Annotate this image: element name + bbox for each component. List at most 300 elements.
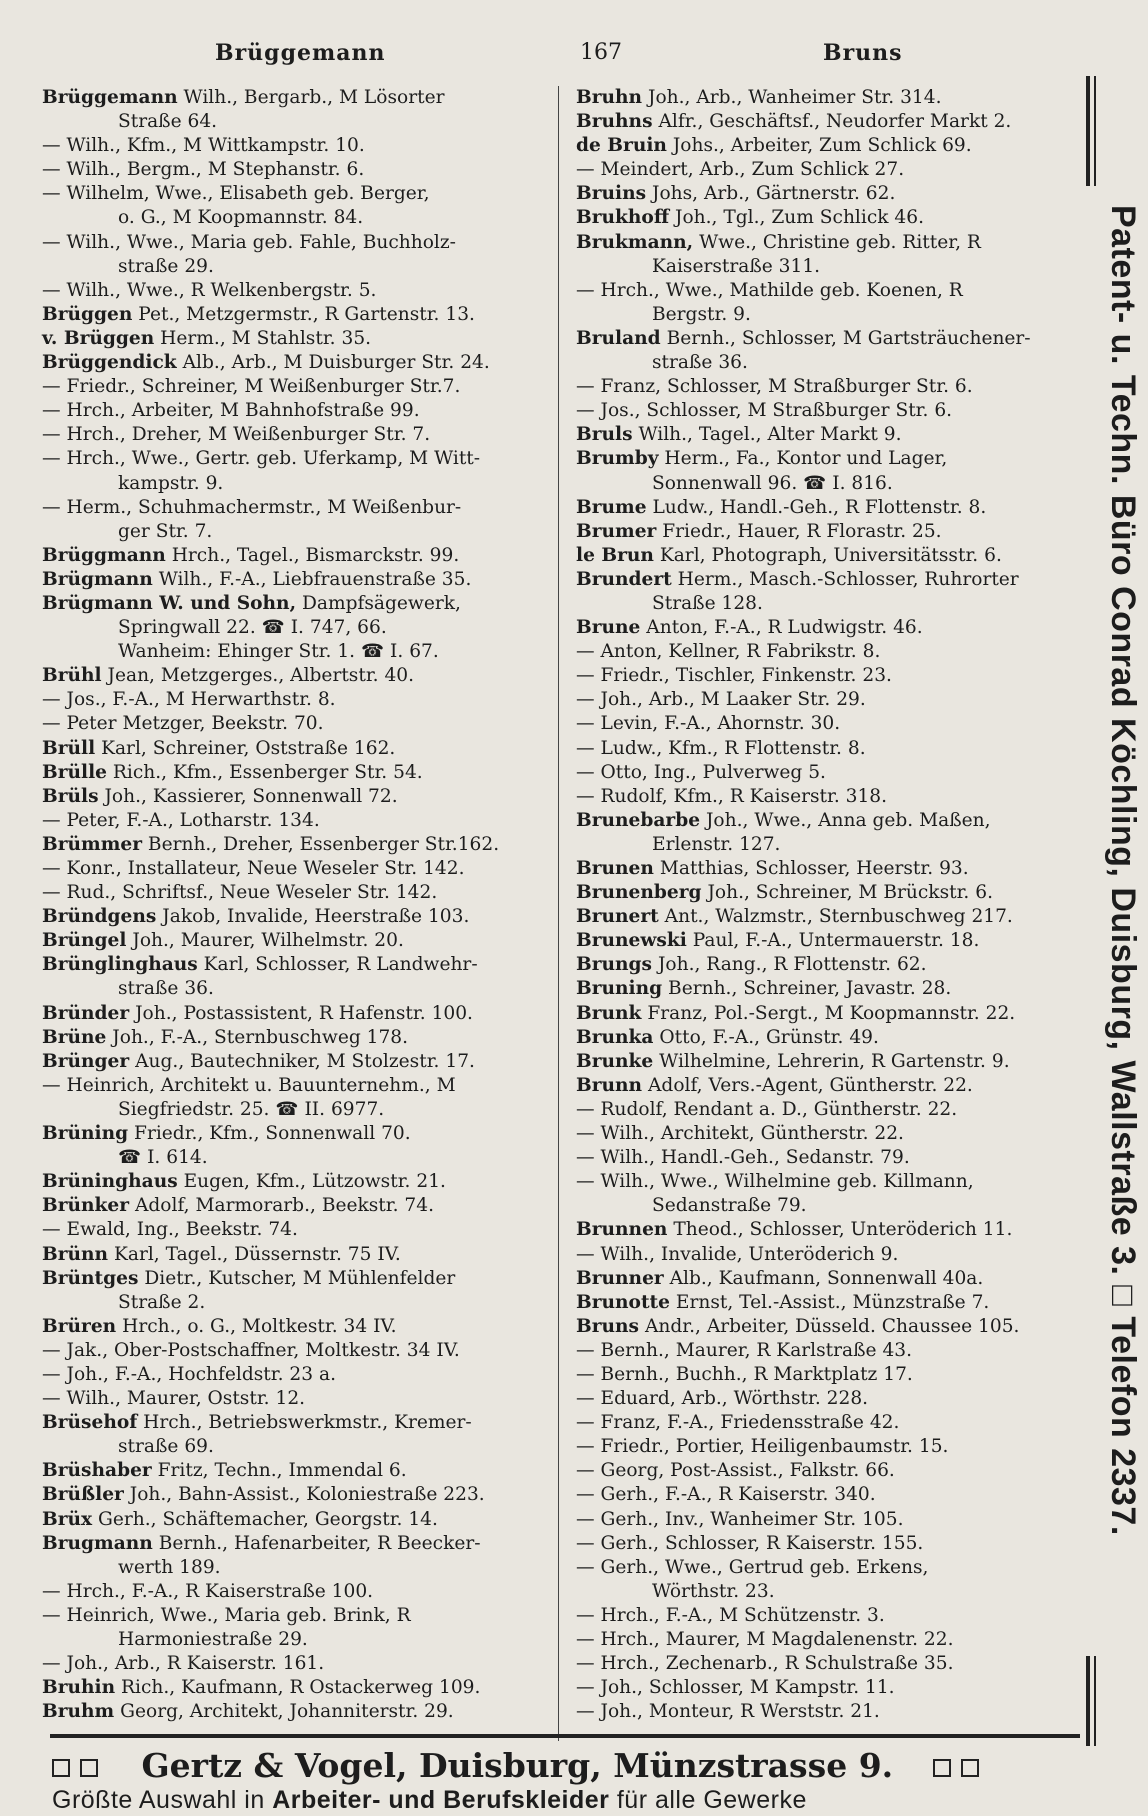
entry-text: — Ludw., Kfm., R Flottenstr. 8.: [576, 737, 866, 759]
footer-ad-line2: [52, 1786, 1092, 1815]
entry-continuation: Siegfriedstr. 25. ☎ II. 6977.: [118, 1098, 385, 1120]
side-rule-top-thin: [1094, 76, 1096, 186]
entry-surname: Bründer: [42, 1002, 130, 1024]
entry-text: Dampfsägewerk,: [296, 592, 461, 614]
entry-text: — Hrch., Arbeiter, M Bahnhofstraße 99.: [42, 400, 420, 422]
entry-text: Friedr., Kfm., Sonnenwall 70.: [128, 1123, 411, 1145]
directory-entry: [576, 327, 1076, 375]
directory-entry: [42, 664, 555, 688]
entry-text: Karl, Schreiner, Oststraße 162.: [95, 737, 396, 759]
directory-entry: [42, 1315, 555, 1339]
left-column: [42, 86, 555, 1724]
entry-text: — Hrch., Dreher, M Weißenburger Str. 7.: [42, 424, 431, 446]
entry-text: Herm., Masch.-Schlosser, Ruhrorter: [671, 568, 1019, 590]
entry-surname: Brüggmann: [42, 544, 166, 566]
directory-entry: [576, 1339, 1076, 1363]
directory-entry: [576, 1002, 1076, 1026]
entry-text: — Otto, Ing., Pulverweg 5.: [576, 761, 826, 783]
entry-text: — Wilh., Wwe., Maria geb. Fahle, Buchholz-: [42, 231, 456, 253]
entry-text: Joh., Wwe., Anna geb. Maßen,: [700, 809, 991, 831]
directory-entry: [42, 158, 555, 182]
directory-entry: [576, 664, 1076, 688]
entry-continuation: Sedanstraße 79.: [652, 1195, 807, 1217]
entry-text: — Bernh., Maurer, R Karlstraße 43.: [576, 1339, 913, 1361]
directory-entry: [42, 1676, 555, 1700]
directory-entry: [42, 447, 555, 495]
entry-text: Joh., Maurer, Wilhelmstr. 20.: [126, 930, 404, 952]
entry-surname: Brungs: [576, 954, 653, 976]
entry-text: — Gerh., Inv., Wanheimer Str. 105.: [576, 1508, 904, 1530]
directory-entry: [42, 1339, 555, 1363]
directory-entry: [576, 616, 1076, 640]
entry-surname: Brunnen: [576, 1219, 668, 1241]
entry-text: — Bernh., Buchh., R Marktplatz 17.: [576, 1363, 913, 1385]
entry-text: — Jos., F.-A., M Herwarthstr. 8.: [42, 689, 336, 711]
directory-entry: [42, 688, 555, 712]
entry-text: Rich., Kfm., Essenberger Str. 54.: [107, 761, 423, 783]
entry-continuation: Straße 64.: [118, 111, 218, 133]
directory-entry: [42, 568, 555, 592]
entry-text: — Hrch., F.-A., M Schützenstr. 3.: [576, 1604, 885, 1626]
entry-text: — Joh., Arb., R Kaiserstr. 161.: [42, 1653, 325, 1675]
directory-entry: [576, 279, 1076, 327]
directory-entry: [576, 1050, 1076, 1074]
entry-text: — Gerh., F.-A., R Kaiserstr. 340.: [576, 1484, 876, 1506]
directory-entry: [42, 1700, 555, 1724]
directory-entry: [42, 1243, 555, 1267]
entry-text: — Hrch., Zechenarb., R Schulstraße 35.: [576, 1653, 954, 1675]
entry-surname: Brüx: [42, 1508, 93, 1530]
entry-surname: Brunenberg: [576, 882, 702, 904]
directory-entry: [42, 86, 555, 134]
directory-entry: [576, 953, 1076, 977]
directory-entry: [576, 1098, 1076, 1122]
directory-entry: [576, 182, 1076, 206]
header-left-keyword: Brüggemann: [215, 40, 386, 66]
directory-entry: [576, 1532, 1076, 1556]
entry-text: Dietr., Kutscher, M Mühlenfelder: [138, 1267, 456, 1289]
entry-surname: Brukmann,: [576, 231, 694, 253]
footer-ad-text-b: Arbeiter- und Berufskleider: [272, 1786, 610, 1814]
directory-entry: [42, 1170, 555, 1194]
directory-entry: [576, 1387, 1076, 1411]
directory-entry: [576, 375, 1076, 399]
directory-entry: [42, 1026, 555, 1050]
entry-text: Johs, Arb., Gärtnerstr. 62.: [646, 183, 896, 205]
entry-surname: Brüsehof: [42, 1412, 138, 1434]
entry-continuation: straße 29.: [118, 255, 214, 277]
entry-surname: Bruns: [576, 1315, 640, 1337]
directory-entry: [576, 1218, 1076, 1242]
entry-text: — Jak., Ober-Postschaffner, Moltkestr. 34 IV.: [42, 1339, 460, 1361]
directory-entry: [576, 1363, 1076, 1387]
directory-entry: [42, 640, 555, 664]
entry-text: Joh., Rang., R Flottenstr. 62.: [652, 954, 927, 976]
footer-ad-line1: [52, 1746, 1082, 1786]
directory-entry: [42, 279, 555, 303]
entry-continuation: straße 69.: [118, 1436, 214, 1458]
entry-text: — Wilh., Architekt, Güntherstr. 22.: [576, 1123, 904, 1145]
entry-surname: Brunke: [576, 1050, 654, 1072]
directory-entry: [576, 1556, 1076, 1604]
entry-text: Alb., Arb., M Duisburger Str. 24.: [176, 352, 490, 374]
directory-entry: [42, 1267, 555, 1315]
entry-surname: Brunner: [576, 1267, 664, 1289]
entry-surname: Brümmer: [42, 833, 143, 855]
entry-text: Hrch., Tagel., Bismarckstr. 99.: [165, 544, 460, 566]
directory-entry: [42, 1604, 555, 1652]
entry-text: — Rud., Schriftsf., Neue Weseler Str. 142.: [42, 882, 438, 904]
entry-continuation: Kaiserstraße 311.: [652, 255, 821, 277]
entry-surname: Bruhns: [576, 111, 653, 133]
entry-text: Georg, Architekt, Johanniterstr. 29.: [114, 1701, 454, 1723]
entry-surname: Brunk: [576, 1002, 642, 1024]
directory-entry: [576, 785, 1076, 809]
entry-text: — Wilh., Bergm., M Stephanstr. 6.: [42, 159, 365, 181]
directory-entry: [576, 712, 1076, 736]
entry-text: Rich., Kaufmann, R Ostackerweg 109.: [115, 1677, 481, 1699]
entry-continuation: Erlenstr. 127.: [652, 833, 781, 855]
entry-text: — Levin, F.-A., Ahornstr. 30.: [576, 713, 841, 735]
entry-surname: le Brun: [576, 544, 654, 566]
entry-surname: Brünker: [42, 1195, 130, 1217]
entry-text: — Joh., Monteur, R Werststr. 21.: [576, 1701, 880, 1723]
directory-entry: [576, 1483, 1076, 1507]
entry-text: Joh., Kassierer, Sonnenwall 72.: [98, 785, 398, 807]
entry-text: Hrch., Betriebswerkmstr., Kremer-: [137, 1412, 472, 1434]
directory-entry: [42, 1580, 555, 1604]
entry-text: Otto, F.-A., Grünstr. 49.: [653, 1026, 879, 1048]
directory-entry: [42, 833, 555, 857]
entry-text: Jean, Metzgerges., Albertstr. 40.: [101, 665, 415, 687]
entry-text: Franz, Pol.-Sergt., M Koopmannstr. 22.: [641, 1002, 1016, 1024]
entry-text: Alfr., Geschäftsf., Neudorfer Markt 2.: [652, 111, 1012, 133]
directory-entry: [42, 1532, 555, 1580]
entry-text: Wilh., Bergarb., M Lösorter: [177, 87, 445, 108]
entry-text: — Gerh., Schlosser, R Kaiserstr. 155.: [576, 1532, 924, 1554]
directory-entry: [576, 1122, 1076, 1146]
entry-text: — Ewald, Ing., Beekstr. 74.: [42, 1219, 298, 1241]
footer-ad-text-a: Größte Auswahl in: [52, 1786, 273, 1814]
directory-entry: [576, 688, 1076, 712]
directory-entry: [576, 1628, 1076, 1652]
entry-text: Bernh., Schreiner, Javastr. 28.: [662, 978, 952, 1000]
square-icon: [933, 1759, 951, 1777]
entry-text: — Wilh., Handl.-Geh., Sedanstr. 79.: [576, 1147, 910, 1169]
entry-text: Andr., Arbeiter, Düsseld. Chaussee 105.: [639, 1315, 1020, 1337]
directory-entry: [42, 809, 555, 833]
directory-entry: [42, 905, 555, 929]
entry-text: Joh., Tgl., Zum Schlick 46.: [669, 207, 924, 229]
entry-surname: Brüshaber: [42, 1460, 152, 1482]
entry-text: — Rudolf, Rendant a. D., Güntherstr. 22.: [576, 1098, 958, 1120]
entry-text: Johs., Arbeiter, Zum Schlick 69.: [666, 135, 972, 157]
entry-surname: Brünglinghaus: [42, 954, 198, 976]
entry-text: Wilh., Tagel., Alter Markt 9.: [632, 424, 902, 446]
side-ad-text: Patent- u. Techn. Büro Conrad Köchling, Duisburg, Wallstraße 3. □ Telefon 2337.: [1104, 205, 1142, 1536]
entry-surname: Bruls: [576, 424, 633, 446]
entry-surname: Brüninghaus: [42, 1171, 178, 1193]
directory-entry: [576, 1146, 1076, 1170]
directory-entry: [576, 1074, 1076, 1098]
entry-surname: Brume: [576, 496, 647, 518]
entry-continuation: straße 36.: [118, 978, 214, 1000]
directory-entry: [576, 881, 1076, 905]
entry-text: — Franz, F.-A., Friedensstraße 42.: [576, 1412, 900, 1434]
directory-entry: [576, 1508, 1076, 1532]
right-column: [576, 86, 1076, 1724]
entry-text: Karl, Schlosser, R Landwehr-: [197, 954, 478, 976]
entry-surname: Brünn: [42, 1243, 109, 1265]
directory-entry: [576, 1291, 1076, 1315]
entry-surname: Brüngel: [42, 930, 127, 952]
entry-text: Gerh., Schäftemacher, Georgstr. 14.: [92, 1508, 438, 1530]
entry-text: Wilhelmine, Lehrerin, R Gartenstr. 9.: [653, 1050, 1010, 1072]
entry-text: — Wilh., Kfm., M Wittkampstr. 10.: [42, 135, 365, 157]
directory-entry: [576, 761, 1076, 785]
entry-text: — Joh., F.-A., Hochfeldstr. 23 a.: [42, 1363, 336, 1385]
directory-entry: [42, 929, 555, 953]
directory-entry: [42, 544, 555, 568]
entry-surname: Brüls: [42, 785, 99, 807]
entry-text: Joh., Bahn-Assist., Koloniestraße 223.: [123, 1484, 485, 1506]
footer-rule: [50, 1734, 1080, 1738]
entry-text: — Eduard, Arb., Wörthstr. 228.: [576, 1388, 869, 1410]
entry-text: — Anton, Kellner, R Fabrikstr. 8.: [576, 641, 881, 663]
entry-surname: Brunen: [576, 858, 654, 879]
directory-entry: [42, 712, 555, 736]
directory-entry: [42, 182, 555, 230]
directory-entry: [42, 327, 555, 351]
entry-text: Karl, Tagel., Düssernstr. 75 IV.: [108, 1243, 401, 1265]
entry-surname: Brügmann W. und Sohn,: [42, 592, 297, 614]
entry-surname: Brunotte: [576, 1291, 670, 1313]
directory-entry: [42, 953, 555, 1001]
directory-entry: [42, 231, 555, 279]
entry-continuation: o. G., M Koopmannstr. 84.: [118, 207, 364, 229]
entry-text: Adolf, Marmorarb., Beekstr. 74.: [129, 1195, 435, 1217]
entry-text: Alb., Kaufmann, Sonnenwall 40a.: [663, 1267, 984, 1289]
directory-entry: [42, 375, 555, 399]
entry-surname: Brüntges: [42, 1267, 139, 1289]
entry-surname: Brüning: [42, 1123, 129, 1145]
entry-surname: Brumer: [576, 520, 657, 542]
entry-continuation: Bergstr. 9.: [652, 303, 751, 325]
entry-surname: Bruhin: [42, 1677, 116, 1699]
entry-text: — Heinrich, Architekt u. Bauunternehm., M: [42, 1074, 456, 1096]
entry-text: — Joh., Arb., M Laaker Str. 29.: [576, 689, 866, 711]
entry-text: Wwe., Christine geb. Ritter, R: [693, 231, 981, 253]
entry-surname: Bründgens: [42, 906, 157, 928]
directory-entry: [576, 158, 1076, 182]
directory-entry: [576, 231, 1076, 279]
directory-entry: [42, 1387, 555, 1411]
entry-surname: Brunka: [576, 1026, 654, 1048]
entry-continuation: Straße 2.: [118, 1291, 206, 1313]
side-rule-bottom-thin: [1094, 1656, 1096, 1746]
entry-text: — Wilh., Maurer, Oststr. 12.: [42, 1388, 306, 1410]
entry-text: Herm., M Stahlstr. 35.: [154, 327, 372, 349]
entry-surname: Brumby: [576, 448, 659, 470]
directory-entry: [576, 929, 1076, 953]
page-header: [40, 40, 1050, 74]
directory-entry: [576, 905, 1076, 929]
entry-text: Joh., Schreiner, M Brückstr. 6.: [701, 882, 993, 904]
side-rule-top: [1086, 76, 1090, 186]
entry-continuation: Springwall 22. ☎ I. 747, 66.: [118, 617, 387, 639]
directory-entry: [576, 1170, 1076, 1218]
entry-text: — Gerh., Wwe., Gertrud geb. Erkens,: [576, 1556, 929, 1578]
entry-text: Bernh., Schlosser, M Gartsträuchener-: [660, 327, 1031, 349]
directory-entry: [42, 1483, 555, 1507]
entry-surname: Brüren: [42, 1315, 117, 1337]
entry-text: — Peter, F.-A., Lotharstr. 134.: [42, 809, 320, 831]
directory-entry: [42, 423, 555, 447]
entry-text: Bernh., Dreher, Essenberger Str.162.: [142, 833, 500, 855]
entry-continuation: ☎ I. 614.: [118, 1147, 208, 1169]
entry-text: — Hrch., Wwe., Gertr. geb. Uferkamp, M Witt-: [42, 448, 481, 470]
entry-surname: Brügmann: [42, 568, 153, 590]
header-right-keyword: Bruns: [823, 40, 903, 66]
directory-entry: [42, 857, 555, 881]
entry-surname: Brülle: [42, 761, 107, 783]
directory-entry: [42, 1074, 555, 1122]
entry-text: Pet., Metzgermstr., R Gartenstr. 13.: [132, 303, 475, 325]
directory-entry: [42, 1218, 555, 1242]
directory-entry: [42, 1050, 555, 1074]
directory-entry: [42, 303, 555, 327]
entry-text: Eugen, Kfm., Lützowstr. 21.: [177, 1171, 446, 1193]
directory-entry: [576, 423, 1076, 447]
square-icon: [52, 1759, 70, 1777]
directory-entry: [42, 1652, 555, 1676]
directory-entry: [576, 1435, 1076, 1459]
entry-text: Wanheim: Ehinger Str. 1. ☎ I. 67.: [118, 641, 439, 663]
entry-text: Joh., F.-A., Sternbuschweg 178.: [106, 1026, 409, 1048]
directory-entry: [576, 737, 1076, 761]
footer-ad-company: Gertz & Vogel, Duisburg, Münzstrasse 9.: [141, 1746, 894, 1785]
entry-text: Friedr., Hauer, R Florastr. 25.: [656, 520, 942, 542]
entry-surname: Bruhm: [42, 1701, 115, 1723]
entry-text: — Wilhelm, Wwe., Elisabeth geb. Berger,: [42, 183, 430, 205]
directory-entry: [576, 857, 1076, 881]
entry-text: — Wilh., Wwe., Wilhelmine geb. Killmann,: [576, 1171, 974, 1193]
entry-text: Hrch., o. G., Moltkestr. 34 IV.: [116, 1315, 397, 1337]
entry-surname: Brunewski: [576, 930, 687, 952]
directory-entry: [576, 544, 1076, 568]
page-number: 167: [580, 40, 622, 65]
entry-text: Adolf, Vers.-Agent, Güntherstr. 22.: [642, 1074, 973, 1096]
entry-text: — Wilh., Invalide, Unteröderich 9.: [576, 1243, 899, 1265]
directory-entry: [42, 785, 555, 809]
entry-text: — Wilh., Wwe., R Welkenbergstr. 5.: [42, 279, 377, 301]
directory-entry: [576, 1243, 1076, 1267]
entry-surname: Brukhoff: [576, 207, 670, 229]
directory-entry: [42, 1002, 555, 1026]
entry-text: — Friedr., Tischler, Finkenstr. 23.: [576, 665, 892, 687]
entry-surname: Brüggen: [42, 303, 133, 325]
entry-surname: Brunn: [576, 1074, 643, 1096]
directory-entry: [576, 1315, 1076, 1339]
entry-surname: Bruland: [576, 327, 661, 349]
entry-text: Ernst, Tel.-Assist., Münzstraße 7.: [669, 1291, 990, 1313]
square-icon: [80, 1759, 98, 1777]
directory-entry: [576, 447, 1076, 495]
directory-entry: [576, 977, 1076, 1001]
directory-entry: [42, 761, 555, 785]
entry-continuation: Wörthstr. 23.: [652, 1580, 775, 1602]
entry-text: — Franz, Schlosser, M Straßburger Str. 6.: [576, 376, 973, 398]
directory-entry: [42, 1508, 555, 1532]
entry-surname: Brüggemann: [42, 87, 178, 108]
entry-text: — Hrch., Maurer, M Magdalenenstr. 22.: [576, 1629, 954, 1650]
directory-entry: [576, 1459, 1076, 1483]
directory-entry: [42, 1459, 555, 1483]
entry-text: — Friedr., Portier, Heiligenbaumstr. 15.: [576, 1436, 949, 1458]
entry-surname: Brüne: [42, 1026, 107, 1048]
directory-entry: [576, 1676, 1076, 1700]
entry-text: — Friedr., Schreiner, M Weißenburger Str.7.: [42, 376, 461, 398]
directory-entry: [42, 496, 555, 544]
entry-surname: v. Brüggen: [42, 327, 155, 349]
directory-entry: [576, 520, 1076, 544]
directory-entry: [42, 1122, 555, 1170]
directory-entry: [576, 1026, 1076, 1050]
entry-text: Wilh., F.-A., Liebfrauenstraße 35.: [152, 568, 472, 590]
entry-surname: Brünger: [42, 1050, 130, 1072]
entry-surname: Brugmann: [42, 1532, 153, 1554]
entry-text: Joh., Postassistent, R Hafenstr. 100.: [129, 1002, 473, 1024]
directory-entry: [576, 110, 1076, 134]
directory-entry: [576, 640, 1076, 664]
entry-text: Joh., Arb., Wanheimer Str. 314.: [642, 87, 942, 108]
entry-text: — Jos., Schlosser, M Straßburger Str. 6.: [576, 400, 953, 422]
directory-entry: [576, 1700, 1076, 1724]
entry-surname: de Bruin: [576, 135, 667, 157]
entry-text: Paul, F.-A., Untermauerstr. 18.: [686, 930, 980, 952]
entry-text: — Rudolf, Kfm., R Kaiserstr. 318.: [576, 785, 888, 807]
directory-entry: [576, 1267, 1076, 1291]
entry-text: Karl, Photograph, Universitätsstr. 6.: [653, 544, 1002, 566]
entry-text: — Georg, Post-Assist., Falkstr. 66.: [576, 1460, 895, 1482]
entry-text: — Herm., Schuhmachermstr., M Weißenbur-: [42, 496, 462, 518]
entry-text: — Meindert, Arb., Zum Schlick 27.: [576, 159, 905, 181]
entry-text: — Peter Metzger, Beekstr. 70.: [42, 713, 324, 735]
entry-continuation: Sonnenwall 96. ☎ I. 816.: [652, 472, 893, 494]
entry-text: — Konr., Installateur, Neue Weseler Str. 142.: [42, 858, 465, 879]
entry-surname: Brunebarbe: [576, 809, 701, 831]
directory-entry: [576, 1411, 1076, 1435]
directory-entry: [42, 134, 555, 158]
square-icon: [961, 1759, 979, 1777]
entry-text: — Heinrich, Wwe., Maria geb. Brink, R: [42, 1604, 411, 1626]
side-rule-bottom: [1086, 1656, 1090, 1746]
entry-text: Ant., Walzmstr., Sternbuschweg 217.: [658, 906, 1013, 928]
entry-continuation: Straße 128.: [652, 592, 763, 614]
entry-text: Jakob, Invalide, Heerstraße 103.: [156, 906, 470, 928]
column-divider: [558, 86, 559, 1741]
entry-continuation: straße 36.: [652, 352, 748, 374]
directory-entry: [576, 134, 1076, 158]
directory-entry: [42, 1411, 555, 1459]
entry-text: Ludw., Handl.-Geh., R Flottenstr. 8.: [646, 496, 987, 518]
entry-surname: Brüßler: [42, 1484, 124, 1506]
entry-surname: Brundert: [576, 568, 672, 590]
entry-text: — Hrch., Wwe., Mathilde geb. Koenen, R: [576, 279, 963, 301]
entry-surname: Bruning: [576, 978, 663, 1000]
directory-entry: [576, 1604, 1076, 1628]
directory-entry: [576, 568, 1076, 616]
